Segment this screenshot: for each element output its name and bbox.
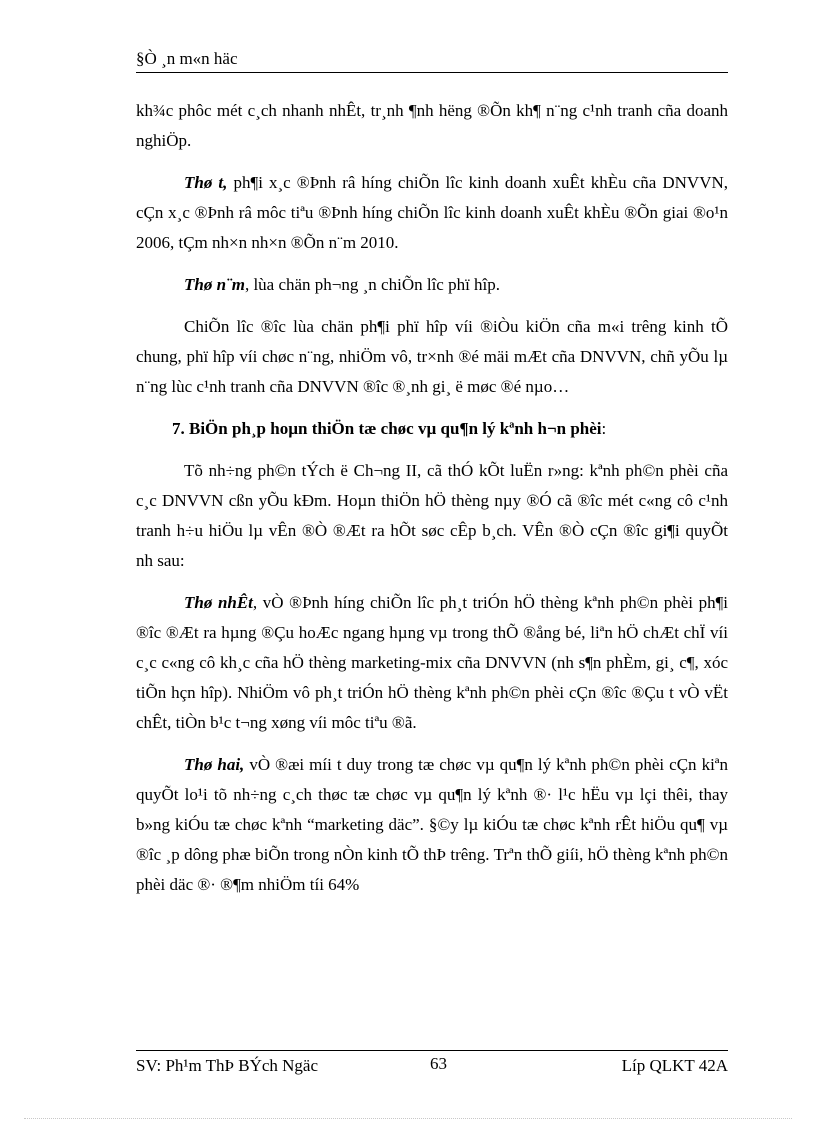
paragraph-first [136,588,728,738]
paragraph-text: , vÒ ®Þnh híng chiÕn lîc ph¸t triÓn hÖ thèng kªnh ph©n phèi ph¶i ®îc ®Æt ra hµng ®Çu hoÆc ngang hµng vµ trong thÕ ®ång bé, liªn hÖ chÆt chÏ víi c¸c c«ng cô kh¸c cña hÖ thèng marketing-mix cña DNVVN (nh s¶n phÈm, gi¸ c¶, xóc tiÕn hçn hîp). NhiÖm vô ph¸t triÓn hÖ thèng kªnh ph©n phèi cÇn ®îc ®Çu t vÒ vËt chÊt, tiÒn b¹c t¬ng xøng víi môc tiªu ®ã. [136,593,729,732]
paragraph-fourth [136,168,728,258]
paragraph-continuation [136,96,728,156]
footer-page-number: 63 [430,1054,447,1073]
page-edge-divider [24,1118,792,1119]
page-header [136,48,728,73]
section-heading-colon: : [601,419,607,438]
paragraph-fifth [136,270,728,300]
paragraph-text: vÒ ®æi míi t duy trong tæ chøc vµ qu¶n lý kªnh ph©n phèi cÇn kiªn quyÕt lo¹i tõ nh÷ng c¸ch thøc tæ chøc vµ qu¶n lý kªnh ®· l¹c hËu vµ lçi thêi, thay b»ng kiÓu tæ chøc kªnh “marketing däc”. §©y lµ kiÓu tæ chøc kªnh rÊt hiÖu qu¶ vµ ®îc ¸p dông phæ biÕn trong nÒn kinh tÕ thÞ trêng. Trªn thÕ giíi, hÖ thèng kªnh ph©n phèi däc ®· ®¶m nhiÖm tíi 64% [136,755,728,894]
footer-author: SV: Ph¹m ThÞ BÝch Ngäc [136,1056,319,1075]
paragraph-text: ph¶i x¸c ®Þnh râ híng chiÕn lîc kinh doanh xuÊt khÈu cña DNVVN, cÇn x¸c ®Þnh râ môc tiªu ®Þnh híng chiÕn lîc kinh doanh xuÊt khÈu ®Õn giai ®o¹n 2006, tÇm nh×n nh×n ®Õn n¨m 2010. [136,173,728,252]
paragraph-text: Tõ nh÷ng ph©n tÝch ë Ch¬ng II, cã thÓ kÕt luËn r»ng: kªnh ph©n phèi cña c¸c DNVVN cßn yÕu kÐm. Hoµn thiÖn hÖ thèng nµy ®Ó cã ®îc mét c«ng cô c¹nh tranh h÷u hiÖu lµ vÊn ®Ò ®Æt ra hÕt søc cÊp b¸ch. VÊn ®Ò cÇn ®îc gi¶i quyÕt nh sau: [136,461,728,570]
paragraph-analysis [136,456,728,576]
section-heading-text: 7. BiÖn ph¸p hoµn thiÖn tæ chøc vµ qu¶n lý kªnh h¬n phèi [172,419,602,438]
paragraph-strategy [136,312,728,402]
paragraph-lead: Thø t, [184,173,228,192]
paragraph-second [136,750,728,900]
paragraph-lead: Thø nhÊt [184,593,253,612]
section-heading [136,414,728,444]
paragraph-lead: Thø hai, [184,755,245,774]
footer-class: Líp QLKT 42A [621,1056,728,1075]
paragraph-text: ChiÕn lîc ®îc lùa chän ph¶i phï hîp víi ®iÒu kiÖn cña m«i trêng kinh tÕ chung, phï hîp víi chøc n¨ng, nhiÖm vô, tr×nh ®é mäi mÆt cña DNVVN, chñ yÕu lµ n¨ng lùc c¹nh tranh cña DNVVN ®îc ®¸nh gi¸ ë møc ®é nµo… [136,317,728,396]
paragraph-text: , lùa chän ph¬ng ¸n chiÕn lîc phï hîp. [244,275,501,294]
page-footer [136,1050,728,1075]
header-title: §Ò ¸n m«n häc [136,49,238,68]
paragraph-lead: Thø n¨m [184,275,245,294]
body-text [136,96,728,912]
paragraph-text: kh¾c phôc mét c¸ch nhanh nhÊt, tr¸nh ¶nh hëng ®Õn kh¶ n¨ng c¹nh tranh cña doanh nghiÖp. [136,101,728,150]
